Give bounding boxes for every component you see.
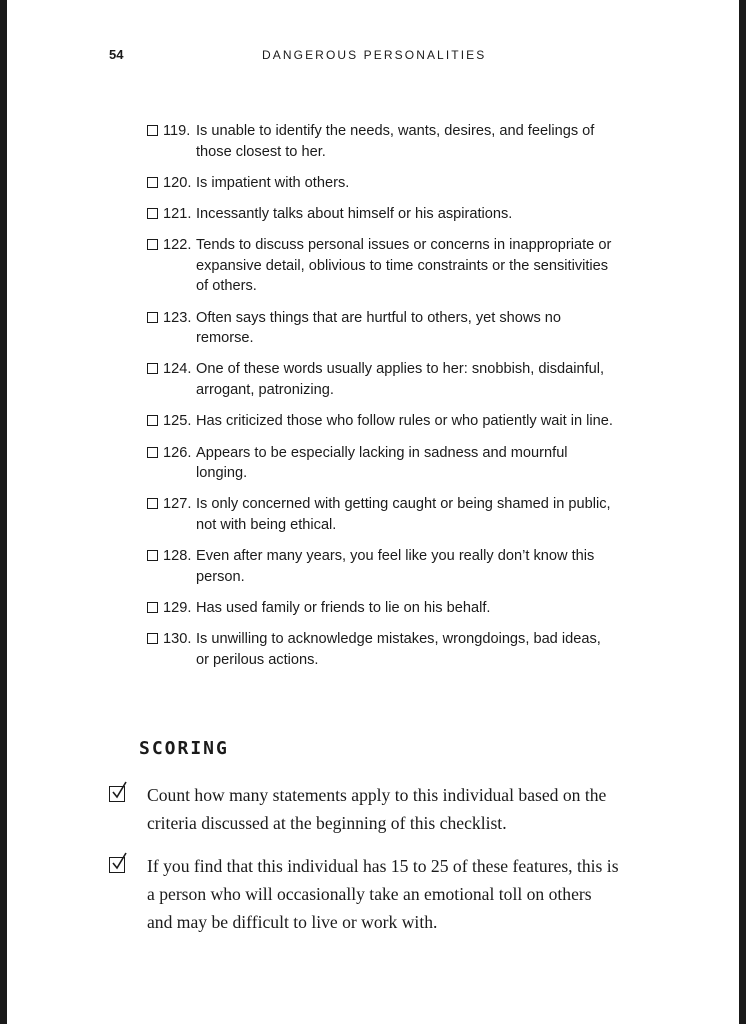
item-text: Has used family or friends to lie on his behalf. — [196, 599, 491, 616]
checklist-item — [147, 235, 617, 297]
item-number: 123. — [163, 309, 192, 326]
checkbox-icon[interactable] — [147, 177, 158, 188]
item-text: Is only concerned with getting caught or being shamed in public, not with being ethical. — [196, 496, 611, 533]
checklist-item — [147, 494, 617, 535]
checkbox-icon[interactable] — [147, 312, 158, 323]
item-number: 122. — [163, 237, 192, 254]
book-page — [7, 0, 739, 1024]
scoring-heading: SCORING — [139, 738, 229, 759]
checklist-item — [147, 359, 617, 400]
item-number: 121. — [163, 206, 192, 223]
checklist-item — [147, 173, 617, 194]
item-number: 126. — [163, 444, 192, 461]
checkbox-icon[interactable] — [147, 415, 158, 426]
checkbox-icon[interactable] — [147, 498, 158, 509]
item-number: 125. — [163, 413, 192, 430]
checkbox-icon[interactable] — [147, 208, 158, 219]
checkbox-icon[interactable] — [147, 363, 158, 374]
checkbox-icon[interactable] — [147, 447, 158, 458]
item-text: Even after many years, you feel like you really don’t know this person. — [196, 548, 595, 585]
checklist-item — [147, 443, 617, 484]
item-number: 130. — [163, 631, 192, 648]
item-number: 120. — [163, 174, 192, 191]
item-text: One of these words usually applies to her: snobbish, disdainful, arrogant, patronizing. — [196, 361, 605, 398]
checkbox-icon[interactable] — [147, 239, 158, 250]
checklist-item — [147, 546, 617, 587]
item-text: Often says things that are hurtful to others, yet shows no remorse. — [196, 309, 562, 347]
item-text: Incessantly talks about himself or his aspirations. — [196, 206, 513, 223]
checklist-item — [147, 121, 617, 162]
scoring-item — [109, 781, 619, 837]
running-head: DANGEROUS PERSONALITIES — [262, 48, 487, 62]
checklist — [147, 121, 617, 681]
item-text: Is unable to identify the needs, wants, desires, and feelings of those closest to her. — [196, 123, 595, 160]
item-number: 124. — [163, 361, 192, 378]
scoring-text: Count how many statements apply to this individual based on the criteria discussed at the beginning of this checklist. — [147, 785, 607, 833]
checked-box-icon — [109, 786, 125, 802]
item-text: Tends to discuss personal issues or concerns in inappropriate or expansive detail, oblivious to time constraints or the sensitivities of others. — [196, 237, 612, 295]
checklist-item — [147, 308, 617, 349]
item-number: 119. — [163, 123, 191, 139]
item-text: Has criticized those who follow rules or who patiently wait in line. — [196, 413, 613, 430]
checkbox-icon[interactable] — [147, 602, 158, 613]
checkbox-icon[interactable] — [147, 550, 158, 561]
checkbox-icon[interactable] — [147, 633, 158, 644]
checked-box-icon — [109, 857, 125, 873]
item-number: 129. — [163, 599, 192, 616]
item-number: 127. — [163, 496, 192, 513]
page-number: 54 — [109, 47, 124, 62]
item-number: 128. — [163, 548, 192, 565]
checklist-item — [147, 204, 617, 225]
checklist-item — [147, 598, 617, 619]
checklist-item — [147, 629, 617, 670]
item-text: Appears to be especially lacking in sadness and mournful longing. — [196, 444, 568, 482]
scoring-text: If you find that this individual has 15 to 25 of these features, this is a person who will occasionally take an emotional toll on others and may be difficult to live or work with. — [147, 856, 619, 932]
item-text: Is impatient with others. — [196, 174, 350, 191]
item-text: Is unwilling to acknowledge mistakes, wrongdoings, bad ideas, or perilous actions. — [196, 631, 601, 668]
checklist-item — [147, 411, 617, 432]
scoring-item — [109, 852, 619, 936]
checkbox-icon[interactable] — [147, 125, 158, 136]
